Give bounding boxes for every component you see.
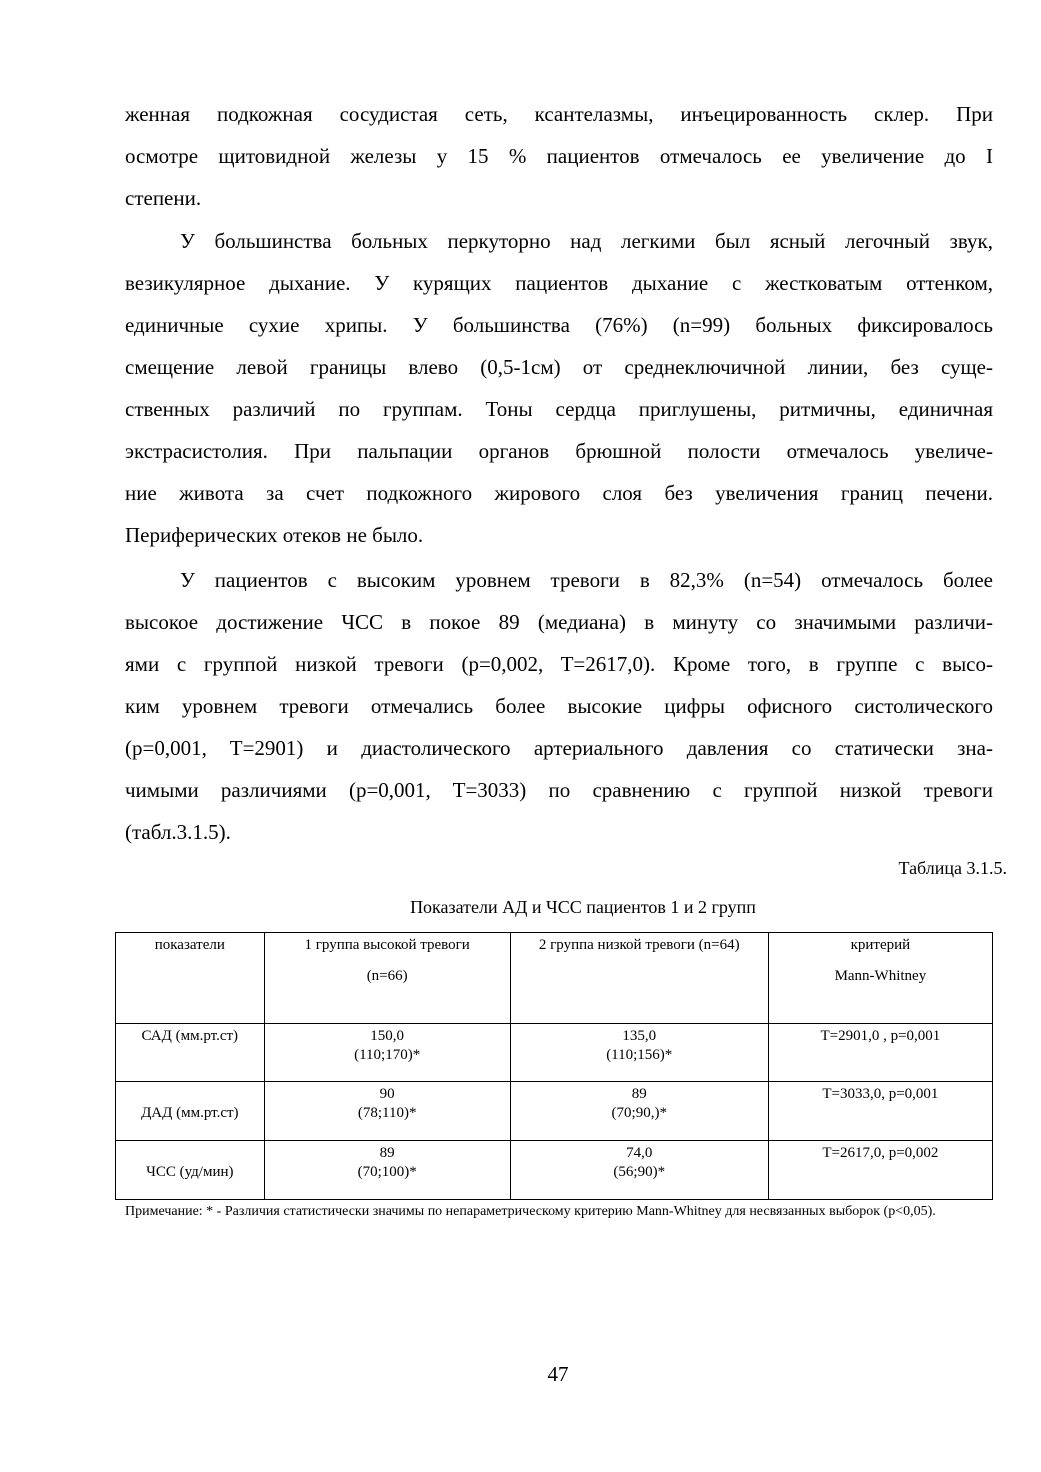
text-line: ственных различий по группам. Тоны сердца приглушены, ритмичны, единичная	[125, 397, 993, 421]
range-value: (110;156)*	[606, 1047, 673, 1063]
text-line: ями с группой низкой тревоги (p=0,002, T=2617,0). Кроме того, в группе с высо-	[125, 652, 993, 676]
group2-value-cell	[510, 1082, 768, 1141]
table-row	[116, 1024, 993, 1082]
test-value-cell	[768, 1024, 992, 1082]
table-row	[116, 1082, 993, 1141]
header-cell-criterion	[768, 933, 992, 1024]
median-value: 74,0	[626, 1145, 653, 1161]
range-value: (70;90,)*	[611, 1105, 667, 1121]
group2-value-cell	[510, 1024, 768, 1082]
median-value: 90	[379, 1086, 395, 1102]
table-row	[116, 1141, 993, 1200]
header-label: показатели	[154, 937, 225, 953]
test-value-cell	[768, 1141, 992, 1200]
text-line: ким уровнем тревоги отмечались более высокие цифры офисного систолического	[125, 694, 993, 718]
header-cell-group2	[510, 933, 768, 1024]
text-line: чимыми различиями (p=0,001, T=3033) по сравнению с группой низкой тревоги	[125, 778, 993, 802]
header-label: критерий	[850, 937, 911, 953]
header-sublabel: Mann-Whitney	[834, 968, 927, 984]
text-line: Периферических отеков не было.	[125, 523, 424, 547]
text-line: везикулярное дыхание. У курящих пациентов дыхание с жестковатым оттенком,	[125, 271, 993, 295]
row-label: ДАД (мм.рт.ст)	[141, 1105, 239, 1121]
range-value: (110;170)*	[354, 1047, 421, 1063]
header-cell-indicators	[116, 933, 265, 1024]
text-line: экстрасистолия. При пальпации органов брюшной полости отмечалось увеличе-	[125, 439, 993, 463]
table-header-row	[116, 933, 993, 1024]
test-value: T=2901,0 , p=0,001	[820, 1028, 941, 1044]
median-value: 89	[379, 1145, 395, 1161]
data-table	[115, 932, 993, 1200]
test-value: T=2617,0, p=0,002	[822, 1145, 939, 1161]
text-line: У пациентов с высоким уровнем тревоги в 82,3% (n=54) отмечалось более	[180, 568, 993, 592]
text-line: (табл.3.1.5).	[125, 820, 231, 844]
range-value: (56;90)*	[613, 1164, 666, 1180]
row-label: САД (мм.рт.ст)	[141, 1028, 239, 1044]
group2-value-cell	[510, 1141, 768, 1200]
header-label: 1 группа высокой тревоги	[304, 937, 470, 953]
text-line: У большинства больных перкуторно над легкими был ясный легочный звук,	[180, 229, 993, 253]
paragraph-2	[125, 220, 993, 556]
text-line: высокое достижение ЧСС в покое 89 (медиана) в минуту со значимыми различи-	[125, 610, 993, 634]
median-value: 89	[631, 1086, 647, 1102]
text-line: женная подкожная сосудистая сеть, ксантелазмы, инъецированность склер. При	[125, 102, 993, 126]
page-number: 47	[547, 1362, 569, 1386]
median-value: 135,0	[622, 1028, 657, 1044]
paragraph-3	[125, 559, 993, 853]
group1-value-cell	[264, 1082, 510, 1141]
range-value: (78;110)*	[357, 1105, 417, 1121]
test-value: T=3033,0, p=0,001	[822, 1086, 939, 1102]
text-line: (p=0,001, T=2901) и диастолического артериального давления со статически зна-	[125, 736, 993, 760]
table-note: Примечание: * - Различия статистически значимы по непараметрическому критерию Mann-Whitney для несвязанных выборок (p<0,05).	[125, 1204, 936, 1219]
range-value: (70;100)*	[357, 1164, 417, 1180]
text-line: ние живота за счет подкожного жирового слоя без увеличения границ печени.	[125, 481, 993, 505]
group1-value-cell	[264, 1141, 510, 1200]
table-title: Показатели АД и ЧСС пациентов 1 и 2 групп	[410, 897, 756, 917]
header-label: 2 группа низкой тревоги (n=64)	[538, 937, 740, 953]
text-line: смещение левой границы влево (0,5-1см) от среднеключичной линии, без суще-	[125, 355, 993, 379]
median-value: 150,0	[370, 1028, 405, 1044]
header-sublabel: (n=66)	[366, 968, 408, 984]
text-line: степени.	[125, 186, 202, 210]
paragraph-1	[125, 93, 993, 219]
text-line: единичные сухие хрипы. У большинства (76%) (n=99) больных фиксировалось	[125, 313, 993, 337]
row-label-cell	[116, 1024, 265, 1082]
row-label-cell	[116, 1082, 265, 1141]
table-label: Таблица 3.1.5.	[898, 858, 1007, 878]
row-label: ЧСС (уд/мин)	[146, 1164, 234, 1180]
group1-value-cell	[264, 1024, 510, 1082]
text-line: осмотре щитовидной железы у 15 % пациентов отмечалось ее увеличение до I	[125, 144, 993, 168]
header-cell-group1	[264, 933, 510, 1024]
row-label-cell	[116, 1141, 265, 1200]
test-value-cell	[768, 1082, 992, 1141]
